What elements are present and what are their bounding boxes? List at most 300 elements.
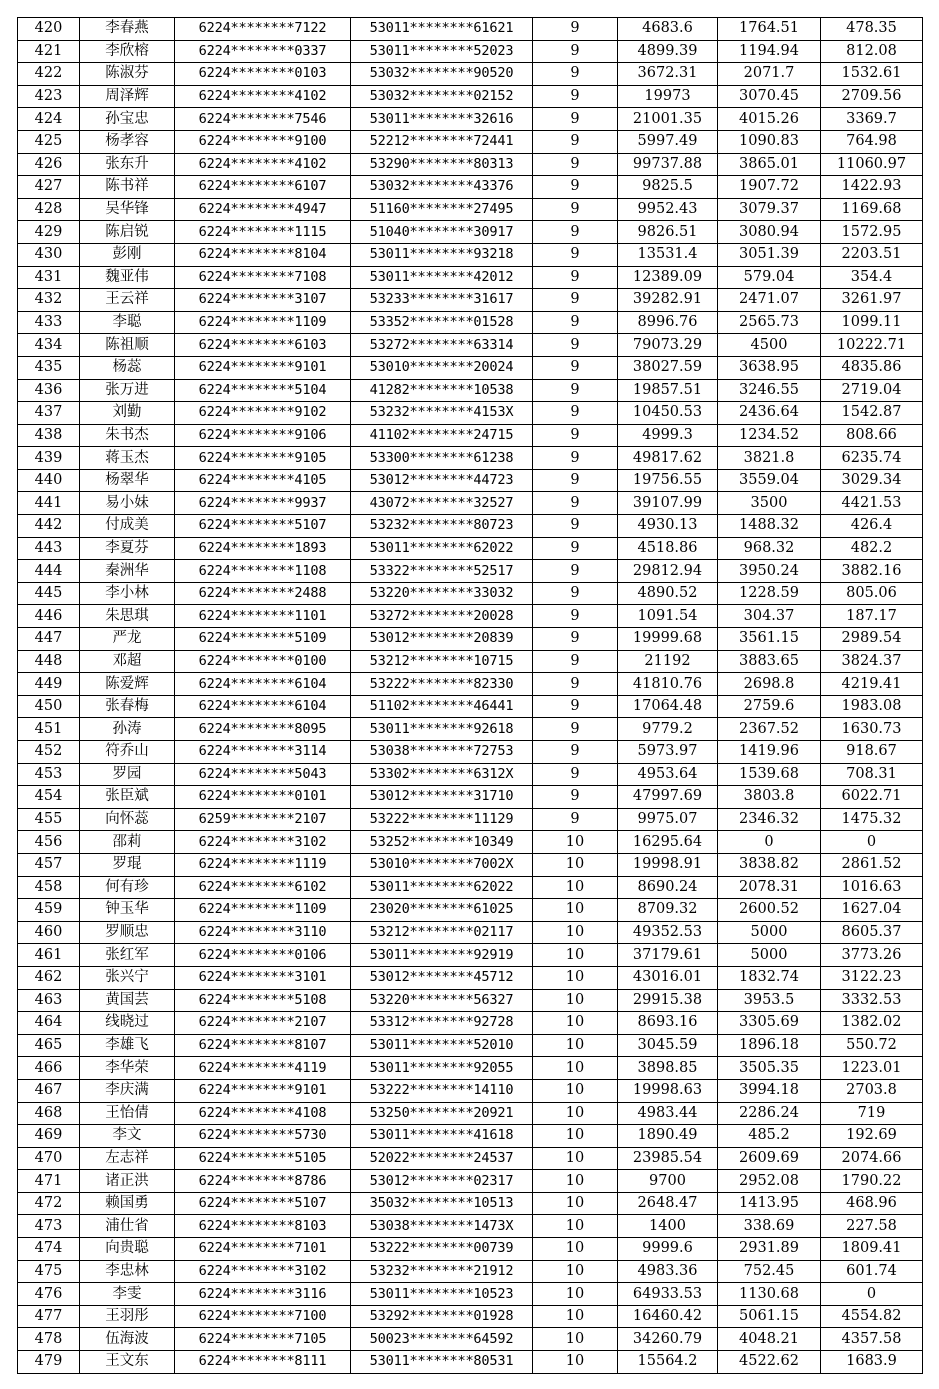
- row-number-cell: 440: [18, 469, 80, 492]
- table-row: [18, 808, 923, 831]
- amount-2-cell: 2436.64: [718, 402, 821, 425]
- amount-1-cell: 23985.54: [618, 1147, 718, 1170]
- person-name-cell: 张臣斌: [80, 786, 175, 809]
- amount-3-cell: 2709.56: [821, 85, 923, 108]
- bank-card-number-cell: 6224********6107: [175, 176, 351, 199]
- group-number-cell: 10: [533, 1351, 618, 1374]
- group-number-cell: 10: [533, 1079, 618, 1102]
- group-number-cell: 9: [533, 808, 618, 831]
- amount-3-cell: 11060.97: [821, 153, 923, 176]
- bank-card-number-cell: 6224********8104: [175, 243, 351, 266]
- group-number-cell: 9: [533, 153, 618, 176]
- group-number-cell: 10: [533, 966, 618, 989]
- group-number-cell: 9: [533, 356, 618, 379]
- person-name-cell: 邓超: [80, 650, 175, 673]
- person-name-cell: 张万进: [80, 379, 175, 402]
- bank-card-number-cell: 6224********7108: [175, 266, 351, 289]
- table-row: [18, 356, 923, 379]
- group-number-cell: 9: [533, 718, 618, 741]
- table-row: [18, 1260, 923, 1283]
- amount-2-cell: 338.69: [718, 1215, 821, 1238]
- amount-3-cell: 1475.32: [821, 808, 923, 831]
- amount-2-cell: 3950.24: [718, 560, 821, 583]
- table-row: [18, 424, 923, 447]
- table-row: [18, 515, 923, 538]
- bank-card-number-cell: 6224********0103: [175, 63, 351, 86]
- amount-3-cell: 3773.26: [821, 944, 923, 967]
- amount-3-cell: 4357.58: [821, 1328, 923, 1351]
- amount-3-cell: 764.98: [821, 130, 923, 153]
- amount-1-cell: 47997.69: [618, 786, 718, 809]
- amount-3-cell: 1809.41: [821, 1238, 923, 1261]
- group-number-cell: 9: [533, 741, 618, 764]
- id-number-cell: 53222********00739: [351, 1238, 533, 1261]
- id-number-cell: 53312********92728: [351, 1012, 533, 1035]
- id-number-cell: 53222********82330: [351, 673, 533, 696]
- table-row: [18, 582, 923, 605]
- id-number-cell: 35032********10513: [351, 1192, 533, 1215]
- id-number-cell: 53011********92055: [351, 1057, 533, 1080]
- person-name-cell: 朱思琪: [80, 605, 175, 628]
- amount-3-cell: 918.67: [821, 741, 923, 764]
- id-number-cell: 53010********20024: [351, 356, 533, 379]
- group-number-cell: 9: [533, 176, 618, 199]
- bank-card-number-cell: 6224********9100: [175, 130, 351, 153]
- amount-2-cell: 304.37: [718, 605, 821, 628]
- bank-card-number-cell: 6224********0100: [175, 650, 351, 673]
- person-name-cell: 李雄飞: [80, 1034, 175, 1057]
- table-row: [18, 379, 923, 402]
- amount-3-cell: 3122.23: [821, 966, 923, 989]
- group-number-cell: 9: [533, 289, 618, 312]
- group-number-cell: 9: [533, 379, 618, 402]
- id-number-cell: 53232********80723: [351, 515, 533, 538]
- row-number-cell: 473: [18, 1215, 80, 1238]
- row-number-cell: 461: [18, 944, 80, 967]
- bank-card-number-cell: 6224********9105: [175, 447, 351, 470]
- id-number-cell: 53220********33032: [351, 582, 533, 605]
- bank-card-number-cell: 6224********8103: [175, 1215, 351, 1238]
- group-number-cell: 10: [533, 944, 618, 967]
- amount-1-cell: 19998.91: [618, 853, 718, 876]
- table-row: [18, 628, 923, 651]
- amount-1-cell: 19998.63: [618, 1079, 718, 1102]
- row-number-cell: 432: [18, 289, 80, 312]
- amount-3-cell: 478.35: [821, 18, 923, 41]
- row-number-cell: 438: [18, 424, 80, 447]
- amount-2-cell: 2952.08: [718, 1170, 821, 1193]
- amount-2-cell: 3803.8: [718, 786, 821, 809]
- table-row: [18, 741, 923, 764]
- group-number-cell: 9: [533, 243, 618, 266]
- id-number-cell: 53032********90520: [351, 63, 533, 86]
- bank-card-number-cell: 6224********4947: [175, 198, 351, 221]
- amount-3-cell: 227.58: [821, 1215, 923, 1238]
- row-number-cell: 460: [18, 921, 80, 944]
- amount-2-cell: 2600.52: [718, 899, 821, 922]
- person-name-cell: 黄国芸: [80, 989, 175, 1012]
- group-number-cell: 9: [533, 786, 618, 809]
- id-number-cell: 41102********24715: [351, 424, 533, 447]
- amount-2-cell: 2286.24: [718, 1102, 821, 1125]
- amount-1-cell: 15564.2: [618, 1351, 718, 1374]
- amount-1-cell: 9825.5: [618, 176, 718, 199]
- person-name-cell: 付成美: [80, 515, 175, 538]
- bank-card-number-cell: 6224********6104: [175, 673, 351, 696]
- id-number-cell: 53272********20028: [351, 605, 533, 628]
- amount-1-cell: 19999.68: [618, 628, 718, 651]
- id-number-cell: 53232********21912: [351, 1260, 533, 1283]
- table-row: [18, 763, 923, 786]
- bank-card-number-cell: 6224********4105: [175, 469, 351, 492]
- person-name-cell: 张东升: [80, 153, 175, 176]
- row-number-cell: 466: [18, 1057, 80, 1080]
- bank-card-number-cell: 6224********7105: [175, 1328, 351, 1351]
- row-number-cell: 476: [18, 1283, 80, 1306]
- table-row: [18, 1170, 923, 1193]
- amount-3-cell: 482.2: [821, 537, 923, 560]
- amount-3-cell: 719: [821, 1102, 923, 1125]
- group-number-cell: 10: [533, 831, 618, 854]
- id-number-cell: 53032********02152: [351, 85, 533, 108]
- bank-card-number-cell: 6224********6104: [175, 695, 351, 718]
- id-number-cell: 53233********31617: [351, 289, 533, 312]
- bank-card-number-cell: 6224********0106: [175, 944, 351, 967]
- amount-1-cell: 16295.64: [618, 831, 718, 854]
- row-number-cell: 452: [18, 741, 80, 764]
- id-number-cell: 53012********44723: [351, 469, 533, 492]
- id-number-cell: 53011********93218: [351, 243, 533, 266]
- group-number-cell: 10: [533, 989, 618, 1012]
- person-name-cell: 李庆满: [80, 1079, 175, 1102]
- bank-card-number-cell: 6224********5043: [175, 763, 351, 786]
- group-number-cell: 10: [533, 1260, 618, 1283]
- amount-3-cell: 3824.37: [821, 650, 923, 673]
- amount-3-cell: 4835.86: [821, 356, 923, 379]
- id-number-cell: 53292********01928: [351, 1305, 533, 1328]
- amount-2-cell: 3070.45: [718, 85, 821, 108]
- person-name-cell: 王羽彤: [80, 1305, 175, 1328]
- row-number-cell: 424: [18, 108, 80, 131]
- amount-1-cell: 8709.32: [618, 899, 718, 922]
- row-number-cell: 472: [18, 1192, 80, 1215]
- amount-1-cell: 9779.2: [618, 718, 718, 741]
- bank-card-number-cell: 6224********4102: [175, 153, 351, 176]
- row-number-cell: 442: [18, 515, 80, 538]
- person-name-cell: 李忠林: [80, 1260, 175, 1283]
- table-row: [18, 130, 923, 153]
- id-number-cell: 53222********14110: [351, 1079, 533, 1102]
- amount-3-cell: 3882.16: [821, 560, 923, 583]
- row-number-cell: 479: [18, 1351, 80, 1374]
- amount-2-cell: 3500: [718, 492, 821, 515]
- id-number-cell: 53302********6312X: [351, 763, 533, 786]
- id-number-cell: 53032********43376: [351, 176, 533, 199]
- amount-3-cell: 1422.93: [821, 176, 923, 199]
- amount-1-cell: 4983.44: [618, 1102, 718, 1125]
- row-number-cell: 444: [18, 560, 80, 583]
- row-number-cell: 451: [18, 718, 80, 741]
- amount-2-cell: 485.2: [718, 1125, 821, 1148]
- table-row: [18, 311, 923, 334]
- group-number-cell: 9: [533, 469, 618, 492]
- group-number-cell: 9: [533, 221, 618, 244]
- amount-1-cell: 19857.51: [618, 379, 718, 402]
- row-number-cell: 422: [18, 63, 80, 86]
- amount-1-cell: 99737.88: [618, 153, 718, 176]
- row-number-cell: 446: [18, 605, 80, 628]
- person-name-cell: 左志祥: [80, 1147, 175, 1170]
- table-row: [18, 786, 923, 809]
- amount-2-cell: 3079.37: [718, 198, 821, 221]
- group-number-cell: 10: [533, 1283, 618, 1306]
- table-row: [18, 1238, 923, 1261]
- amount-2-cell: 1194.94: [718, 40, 821, 63]
- amount-1-cell: 9700: [618, 1170, 718, 1193]
- bank-card-number-cell: 6224********8095: [175, 718, 351, 741]
- row-number-cell: 470: [18, 1147, 80, 1170]
- amount-2-cell: 3559.04: [718, 469, 821, 492]
- amount-2-cell: 1413.95: [718, 1192, 821, 1215]
- person-name-cell: 杨翠华: [80, 469, 175, 492]
- bank-card-number-cell: 6224********6102: [175, 876, 351, 899]
- amount-2-cell: 3994.18: [718, 1079, 821, 1102]
- group-number-cell: 10: [533, 1012, 618, 1035]
- amount-3-cell: 708.31: [821, 763, 923, 786]
- amount-2-cell: 3246.55: [718, 379, 821, 402]
- table-row: [18, 560, 923, 583]
- id-number-cell: 53011********10523: [351, 1283, 533, 1306]
- table-row: [18, 1125, 923, 1148]
- person-name-cell: 向贵聪: [80, 1238, 175, 1261]
- group-number-cell: 9: [533, 18, 618, 41]
- table-row: [18, 85, 923, 108]
- amount-2-cell: 1764.51: [718, 18, 821, 41]
- table-row: [18, 334, 923, 357]
- id-number-cell: 51160********27495: [351, 198, 533, 221]
- amount-2-cell: 3561.15: [718, 628, 821, 651]
- person-name-cell: 陈淑芬: [80, 63, 175, 86]
- row-number-cell: 443: [18, 537, 80, 560]
- id-number-cell: 53322********52517: [351, 560, 533, 583]
- person-name-cell: 罗琨: [80, 853, 175, 876]
- group-number-cell: 10: [533, 1238, 618, 1261]
- group-number-cell: 9: [533, 311, 618, 334]
- bank-card-number-cell: 6224********7546: [175, 108, 351, 131]
- id-number-cell: 53011********92618: [351, 718, 533, 741]
- table-row: [18, 1283, 923, 1306]
- bank-card-number-cell: 6224********5107: [175, 515, 351, 538]
- amount-2-cell: 3883.65: [718, 650, 821, 673]
- id-number-cell: 53011********61621: [351, 18, 533, 41]
- person-name-cell: 何有珍: [80, 876, 175, 899]
- table-row: [18, 650, 923, 673]
- amount-1-cell: 9975.07: [618, 808, 718, 831]
- group-number-cell: 9: [533, 673, 618, 696]
- amount-2-cell: 5000: [718, 944, 821, 967]
- amount-1-cell: 19973: [618, 85, 718, 108]
- bank-card-number-cell: 6224********3107: [175, 289, 351, 312]
- amount-2-cell: 5000: [718, 921, 821, 944]
- row-number-cell: 465: [18, 1034, 80, 1057]
- id-number-cell: 53012********45712: [351, 966, 533, 989]
- id-number-cell: 53220********56327: [351, 989, 533, 1012]
- group-number-cell: 9: [533, 85, 618, 108]
- id-number-cell: 53011********62022: [351, 537, 533, 560]
- amount-3-cell: 4421.53: [821, 492, 923, 515]
- amount-3-cell: 10222.71: [821, 334, 923, 357]
- amount-1-cell: 39282.91: [618, 289, 718, 312]
- row-number-cell: 437: [18, 402, 80, 425]
- table-row: [18, 198, 923, 221]
- amount-3-cell: 6235.74: [821, 447, 923, 470]
- group-number-cell: 9: [533, 402, 618, 425]
- id-number-cell: 53038********1473X: [351, 1215, 533, 1238]
- id-number-cell: 53250********20921: [351, 1102, 533, 1125]
- person-name-cell: 朱书杰: [80, 424, 175, 447]
- person-name-cell: 李夏芬: [80, 537, 175, 560]
- table-row: [18, 18, 923, 41]
- amount-1-cell: 1091.54: [618, 605, 718, 628]
- amount-3-cell: 426.4: [821, 515, 923, 538]
- table-row: [18, 40, 923, 63]
- amount-3-cell: 1382.02: [821, 1012, 923, 1035]
- group-number-cell: 9: [533, 424, 618, 447]
- table-row: [18, 153, 923, 176]
- person-name-cell: 李春燕: [80, 18, 175, 41]
- amount-1-cell: 3672.31: [618, 63, 718, 86]
- person-name-cell: 孙涛: [80, 718, 175, 741]
- bank-card-number-cell: 6224********2488: [175, 582, 351, 605]
- bank-card-number-cell: 6224********5730: [175, 1125, 351, 1148]
- amount-2-cell: 4048.21: [718, 1328, 821, 1351]
- amount-1-cell: 16460.42: [618, 1305, 718, 1328]
- person-name-cell: 陈启锐: [80, 221, 175, 244]
- amount-2-cell: 1907.72: [718, 176, 821, 199]
- person-name-cell: 陈书祥: [80, 176, 175, 199]
- id-number-cell: 53011********41618: [351, 1125, 533, 1148]
- table-row: [18, 673, 923, 696]
- table-row: [18, 853, 923, 876]
- amount-3-cell: 3332.53: [821, 989, 923, 1012]
- id-number-cell: 23020********61025: [351, 899, 533, 922]
- group-number-cell: 9: [533, 628, 618, 651]
- group-number-cell: 10: [533, 1170, 618, 1193]
- bank-card-number-cell: 6224********9102: [175, 402, 351, 425]
- person-name-cell: 魏亚伟: [80, 266, 175, 289]
- amount-2-cell: 3505.35: [718, 1057, 821, 1080]
- amount-3-cell: 1099.11: [821, 311, 923, 334]
- amount-2-cell: 2565.73: [718, 311, 821, 334]
- person-name-cell: 赖国勇: [80, 1192, 175, 1215]
- bank-card-number-cell: 6224********4102: [175, 85, 351, 108]
- amount-1-cell: 37179.61: [618, 944, 718, 967]
- amount-3-cell: 1627.04: [821, 899, 923, 922]
- amount-3-cell: 1790.22: [821, 1170, 923, 1193]
- amount-1-cell: 9952.43: [618, 198, 718, 221]
- amount-2-cell: 4015.26: [718, 108, 821, 131]
- amount-1-cell: 21001.35: [618, 108, 718, 131]
- table-row: [18, 1192, 923, 1215]
- bank-card-number-cell: 6224********9937: [175, 492, 351, 515]
- row-number-cell: 434: [18, 334, 80, 357]
- amount-3-cell: 601.74: [821, 1260, 923, 1283]
- amount-1-cell: 3898.85: [618, 1057, 718, 1080]
- amount-2-cell: 1896.18: [718, 1034, 821, 1057]
- row-number-cell: 469: [18, 1125, 80, 1148]
- person-name-cell: 李华荣: [80, 1057, 175, 1080]
- amount-3-cell: 468.96: [821, 1192, 923, 1215]
- amount-1-cell: 4518.86: [618, 537, 718, 560]
- row-number-cell: 471: [18, 1170, 80, 1193]
- bank-card-number-cell: 6224********5105: [175, 1147, 351, 1170]
- row-number-cell: 477: [18, 1305, 80, 1328]
- amount-1-cell: 4930.13: [618, 515, 718, 538]
- row-number-cell: 448: [18, 650, 80, 673]
- amount-3-cell: 2203.51: [821, 243, 923, 266]
- amount-1-cell: 4890.52: [618, 582, 718, 605]
- bank-card-number-cell: 6224********8107: [175, 1034, 351, 1057]
- table-row: [18, 1102, 923, 1125]
- id-number-cell: 53252********10349: [351, 831, 533, 854]
- table-row: [18, 1215, 923, 1238]
- row-number-cell: 463: [18, 989, 80, 1012]
- amount-1-cell: 1890.49: [618, 1125, 718, 1148]
- id-number-cell: 53012********31710: [351, 786, 533, 809]
- table-row: [18, 695, 923, 718]
- table-row: [18, 1351, 923, 1374]
- table-row: [18, 266, 923, 289]
- table-row: [18, 1147, 923, 1170]
- group-number-cell: 10: [533, 1147, 618, 1170]
- amount-1-cell: 4899.39: [618, 40, 718, 63]
- group-number-cell: 9: [533, 763, 618, 786]
- table-row: [18, 469, 923, 492]
- amount-1-cell: 4953.64: [618, 763, 718, 786]
- group-number-cell: 9: [533, 492, 618, 515]
- group-number-cell: 9: [533, 605, 618, 628]
- person-name-cell: 李小林: [80, 582, 175, 605]
- table-row: [18, 899, 923, 922]
- amount-3-cell: 2703.8: [821, 1079, 923, 1102]
- amount-1-cell: 49817.62: [618, 447, 718, 470]
- id-number-cell: 41282********10538: [351, 379, 533, 402]
- amount-2-cell: 5061.15: [718, 1305, 821, 1328]
- person-name-cell: 李文: [80, 1125, 175, 1148]
- group-number-cell: 10: [533, 899, 618, 922]
- row-number-cell: 467: [18, 1079, 80, 1102]
- amount-1-cell: 5997.49: [618, 130, 718, 153]
- amount-1-cell: 4983.36: [618, 1260, 718, 1283]
- table-row: [18, 944, 923, 967]
- group-number-cell: 9: [533, 63, 618, 86]
- amount-2-cell: 1130.68: [718, 1283, 821, 1306]
- amount-2-cell: 2346.32: [718, 808, 821, 831]
- person-name-cell: 刘勤: [80, 402, 175, 425]
- person-name-cell: 王文东: [80, 1351, 175, 1374]
- group-number-cell: 9: [533, 266, 618, 289]
- id-number-cell: 53011********62022: [351, 876, 533, 899]
- bank-card-number-cell: 6224********8111: [175, 1351, 351, 1374]
- bank-card-number-cell: 6224********8786: [175, 1170, 351, 1193]
- id-number-cell: 53038********72753: [351, 741, 533, 764]
- bank-card-number-cell: 6224********7101: [175, 1238, 351, 1261]
- bank-card-number-cell: 6224********3116: [175, 1283, 351, 1306]
- group-number-cell: 9: [533, 650, 618, 673]
- amount-3-cell: 805.06: [821, 582, 923, 605]
- bank-card-number-cell: 6224********1101: [175, 605, 351, 628]
- person-name-cell: 李聪: [80, 311, 175, 334]
